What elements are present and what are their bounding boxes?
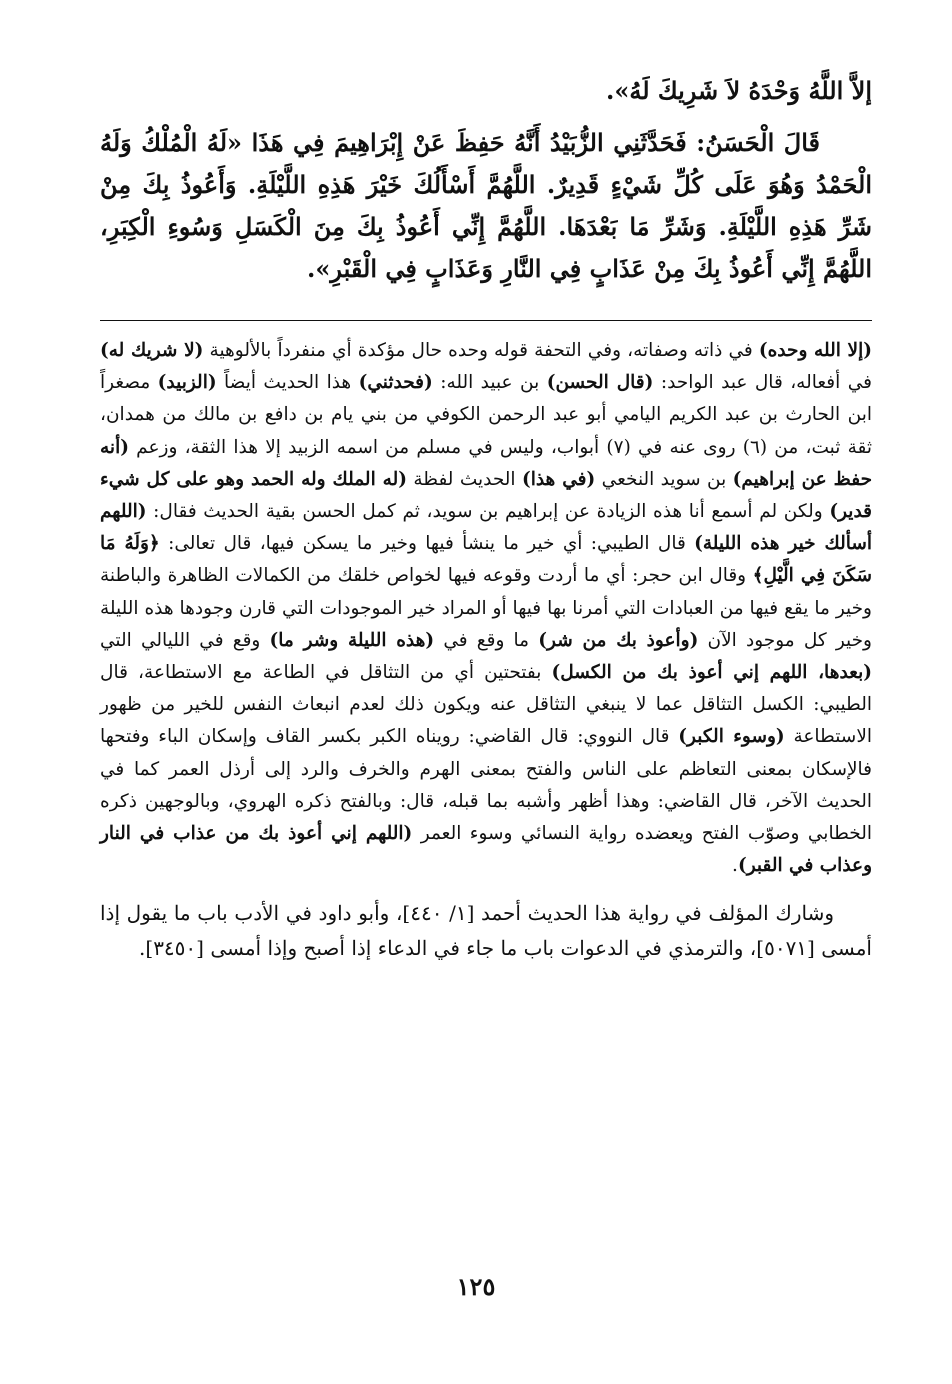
commentary-text: الحديث لفظة [406, 468, 522, 490]
footnote-divider [100, 320, 872, 321]
quoted-phrase: (قال الحسن) [546, 372, 654, 394]
commentary-paragraph [100, 335, 872, 882]
quoted-phrase: (إلا الله وحده) [758, 340, 873, 361]
commentary-text: في ذاته وصفاته، وفي التحفة قوله وحده حال مؤكدة أي منفرداً بالألوهية [203, 340, 759, 361]
quoted-phrase: (اللهم أسألك خير هذه الليلة) [100, 501, 872, 555]
quoted-phrase: (وأعوذ بك من شر) [538, 629, 699, 651]
commentary-text: ما وقع في [434, 629, 539, 651]
commentary-text: ولكن لم أسمع أنا هذه الزيادة عن إبراهيم بن سويد، ثم كمل الحسن بقية الحديث فقال: [146, 501, 830, 523]
reference-paragraph: وشارك المؤلف في رواية هذا الحديث أحمد [١/ ٤٤٠]، وأبو داود في الأدب باب ما يقول إذا أمسى [٥٠٧١]، والترمذي في الدعوات باب ما جاء في الدعاء إذا أصبح وإذا أمسى [٣٤٥٠]. [100, 901, 872, 961]
quoted-phrase: (الزبيد) [157, 372, 217, 394]
quoted-phrase: (اللهم إني أعوذ بك من عذاب في النار وعذاب في القبر) [100, 823, 872, 877]
quoted-phrase: (لا شريك له) [100, 340, 204, 361]
commentary-text: بن عبيد الله: [432, 372, 547, 394]
page-content [100, 70, 872, 966]
hadith-line-1: إلاَّ اللَّهُ وَحْدَهُ لاَ شَرِيكَ لَهُ». [605, 76, 872, 105]
commentary-text: بفتحتين أي من التثاقل في الطاعة مع الاستطاعة، قال الطيبي: الكسل التثاقل عما لا ينبغي التثاقل عنه ويكون ذلك لعدم انبعاث النفس للخير من ظهور الاستطاعة [100, 662, 873, 748]
hadith-text [100, 70, 872, 290]
page-number: ١٢٥ [456, 1272, 496, 1301]
commentary-text: في أفعاله، قال عبد الواحد: [653, 372, 872, 394]
commentary-text: وقال ابن حجر: أي ما أردت وقوعه فيها لخواص خلقك من الكمالات الظاهرة والباطنة وخير ما يقع فيها من العبادات التي أمرنا بها فيها أو المراد خير الموجودات التي قارن وجودها هذه الليلة وخير كل موجود الآن [100, 565, 872, 651]
commentary-text: وقع في الليالي التي [100, 629, 270, 651]
commentary-text: قال الطيبي: أي خير ما ينشأ فيها وخير ما يسكن فيها، قال تعالى: [159, 533, 695, 555]
quoted-phrase: (فحدثني) [358, 372, 433, 394]
quoted-phrase: (وسوء الكبر) [678, 726, 785, 748]
commentary-text: بن سويد النخعي [595, 468, 733, 490]
commentary-text: قال النووي: قال القاضي: رويناه الكبر بكسر القاف وإسكان الباء وفتحها فالإسكان بمعنى التعاظم على الناس والفتح بمعنى الهرم والخرف والرد إلى أرذل العمر كما في الحديث الآخر، قال القاضي: وهذا أظهر وأشبه بما قبله، قال: وبالفتح ذكره الهروي، وبالوجهين ذكره الخطابي وصوّب الفتح ويعضده رواية النسائي وسوء العمر [100, 726, 872, 845]
quoted-phrase: ﴿وَلَهُ مَا سَكَنَ فِي الَّيْلِ﴾ [100, 533, 872, 587]
quoted-phrase: (بعدها، اللهم إني أعوذ بك من الكسل) [551, 662, 872, 684]
quoted-phrase: (في هذا) [521, 468, 596, 490]
hadith-paragraph: قَالَ الْحَسَنُ: فَحَدَّثَنِي الزُّبَيْدُ أَنَّهُ حَفِظَ عَنْ إِبْرَاهِيمَ فِي هَذَا «لَهُ الْمُلْكُ وَلَهُ الْحَمْدُ وَهُوَ عَلَى كُلِّ شَيْءٍ قَدِيرٌ. اللَّهُمَّ أَسْأَلُكَ خَيْرَ هَذِهِ اللَّيْلَةِ. وَأَعُوذُ بِكَ مِنْ شَرِّ هَذِهِ اللَّيْلَةِ. وَشَرِّ مَا بَعْدَهَا. اللَّهُمَّ إِنِّي أَعُوذُ بِكَ مِنَ الْكَسَلِ وَسُوءِ الْكِبَرِ، اللَّهُمَّ إِنِّي أَعُوذُ بِكَ مِنْ عَذَابٍ فِي النَّارِ وَعَذَابٍ فِي الْقَبْرِ». [100, 128, 872, 283]
commentary-text: مصغراً ابن الحارث بن عبد الكريم اليامي أبو عبد الرحمن الكوفي من بني يام بن دافع بن مالك من همدان، ثقة ثبت، من (٦) روى عنه في (٧) أبواب، وليس في مسلم من اسمه الزبيد إلا هذا الثقة، وزعم [100, 372, 872, 458]
quoted-phrase: (أنه حفظ عن إبراهيم) [100, 436, 873, 490]
quoted-phrase: (هذه الليلة وشر ما) [269, 629, 435, 651]
quoted-phrase: (له الملك وله الحمد وهو على كل شيء قدير) [100, 468, 872, 523]
commentary-text: هذا الحديث أيضاً [216, 372, 359, 394]
commentary-text: . [732, 855, 738, 877]
